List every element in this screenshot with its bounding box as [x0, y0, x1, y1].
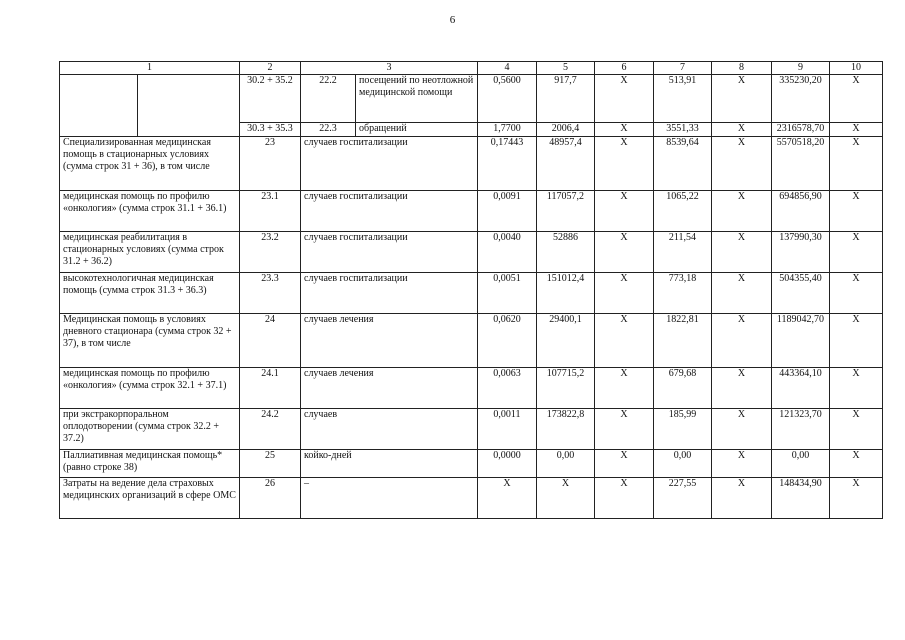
row-col4: 0,0091: [478, 191, 537, 232]
row-col9: 443364,10: [772, 368, 830, 409]
row-name: при экстракорпоральном оплодотворении (сумма строк 32.2 + 37.2): [60, 409, 240, 450]
table-row: [60, 137, 883, 191]
row-col7: 1065,22: [654, 191, 712, 232]
header-cell-3: 3: [301, 62, 478, 75]
row-unit: посещений по неотложной медицинской помощи: [356, 75, 478, 123]
row-col4: 0,17443: [478, 137, 537, 191]
header-row: [60, 62, 883, 75]
row-col5: 48957,4: [537, 137, 595, 191]
row-name: Паллиативная медицинская помощь* (равно строке 38): [60, 450, 240, 478]
header-cell-4: 4: [478, 62, 537, 75]
row-col9: 2316578,70: [772, 123, 830, 137]
row-col5: 2006,4: [537, 123, 595, 137]
row-col10: X: [830, 137, 883, 191]
row-code: 30.2 + 35.2: [240, 75, 301, 123]
row-col10: X: [830, 75, 883, 123]
row-col4: 1,7700: [478, 123, 537, 137]
row-code: 23.1: [240, 191, 301, 232]
row-col8: X: [712, 478, 772, 519]
row-col9: 694856,90: [772, 191, 830, 232]
row-code: 23.3: [240, 273, 301, 314]
row-col10: X: [830, 409, 883, 450]
row-col4: 0,0000: [478, 450, 537, 478]
table-row: [60, 232, 883, 273]
row-col4: X: [478, 478, 537, 519]
row-col4: 0,0051: [478, 273, 537, 314]
header-cell-6: 6: [595, 62, 654, 75]
row-unit: случаев: [301, 409, 478, 450]
row-code: 30.3 + 35.3: [240, 123, 301, 137]
row-name: медицинская помощь по профилю «онкология» (сумма строк 31.1 + 36.1): [60, 191, 240, 232]
row-col8: X: [712, 314, 772, 368]
row-col7: 3551,33: [654, 123, 712, 137]
row-unit: случаев лечения: [301, 368, 478, 409]
row-col8: X: [712, 273, 772, 314]
row-code: 23: [240, 137, 301, 191]
empty-cell: [138, 75, 240, 137]
row-name: Медицинская помощь в условиях дневного стационара (сумма строк 32 + 37), в том числе: [60, 314, 240, 368]
row-unit: –: [301, 478, 478, 519]
row-code: 24.2: [240, 409, 301, 450]
table-row: [60, 314, 883, 368]
row-col5: 117057,2: [537, 191, 595, 232]
row-unit: койко-дней: [301, 450, 478, 478]
page-number: 6: [449, 14, 456, 26]
row-col8: X: [712, 123, 772, 137]
row-col6: X: [595, 137, 654, 191]
row-col10: X: [830, 450, 883, 478]
row-col10: X: [830, 314, 883, 368]
row-col10: X: [830, 123, 883, 137]
row-col8: X: [712, 191, 772, 232]
row-col6: X: [595, 191, 654, 232]
row-col7: 211,54: [654, 232, 712, 273]
row-col8: X: [712, 75, 772, 123]
row-col6: X: [595, 123, 654, 137]
row-col10: X: [830, 368, 883, 409]
header-cell-10: 10: [830, 62, 883, 75]
row-subcode: 22.2: [301, 75, 356, 123]
row-col5: 107715,2: [537, 368, 595, 409]
row-col9: 335230,20: [772, 75, 830, 123]
row-col7: 8539,64: [654, 137, 712, 191]
row-name: высокотехнологичная медицинская помощь (сумма строк 31.3 + 36.3): [60, 273, 240, 314]
row-unit: случаев госпитализации: [301, 137, 478, 191]
row-unit: обращений: [356, 123, 478, 137]
row-col6: X: [595, 478, 654, 519]
header-cell-7: 7: [654, 62, 712, 75]
row-col6: X: [595, 314, 654, 368]
row-col4: 0,0040: [478, 232, 537, 273]
row-col7: 185,99: [654, 409, 712, 450]
row-code: 24: [240, 314, 301, 368]
row-col6: X: [595, 232, 654, 273]
row-col7: 773,18: [654, 273, 712, 314]
header-cell-2: 2: [240, 62, 301, 75]
row-code: 26: [240, 478, 301, 519]
header-cell-9: 9: [772, 62, 830, 75]
row-col9: 148434,90: [772, 478, 830, 519]
header-cell-1: 1: [60, 62, 240, 75]
row-col5: 173822,8: [537, 409, 595, 450]
row-col9: 121323,70: [772, 409, 830, 450]
row-col9: 5570518,20: [772, 137, 830, 191]
row-col8: X: [712, 450, 772, 478]
row-code: 23.2: [240, 232, 301, 273]
row-col7: 513,91: [654, 75, 712, 123]
row-unit: случаев госпитализации: [301, 273, 478, 314]
row-col6: X: [595, 75, 654, 123]
row-col7: 0,00: [654, 450, 712, 478]
row-col4: 0,0011: [478, 409, 537, 450]
row-col7: 227,55: [654, 478, 712, 519]
row-name: медицинская реабилитация в стационарных условиях (сумма строк 31.2 + 36.2): [60, 232, 240, 273]
row-col6: X: [595, 273, 654, 314]
row-col9: 137990,30: [772, 232, 830, 273]
table-row: [60, 450, 883, 478]
table-row: [60, 191, 883, 232]
row-col9: 1189042,70: [772, 314, 830, 368]
row-col8: X: [712, 368, 772, 409]
row-col8: X: [712, 409, 772, 450]
row-col7: 679,68: [654, 368, 712, 409]
row-col10: X: [830, 273, 883, 314]
row-col9: 504355,40: [772, 273, 830, 314]
row-col5: 0,00: [537, 450, 595, 478]
row-col10: X: [830, 478, 883, 519]
row-subcode: 22.3: [301, 123, 356, 137]
row-col6: X: [595, 450, 654, 478]
row-col4: 0,0063: [478, 368, 537, 409]
row-unit: случаев госпитализации: [301, 191, 478, 232]
table-row: [60, 409, 883, 450]
row-col4: 0,5600: [478, 75, 537, 123]
table-row: [60, 273, 883, 314]
row-code: 24.1: [240, 368, 301, 409]
table-row: [60, 75, 883, 123]
row-col10: X: [830, 232, 883, 273]
row-name: медицинская помощь по профилю «онкология» (сумма строк 32.1 + 37.1): [60, 368, 240, 409]
row-col4: 0,0620: [478, 314, 537, 368]
empty-cell: [60, 75, 138, 137]
row-col8: X: [712, 137, 772, 191]
table-row: [60, 478, 883, 519]
row-col7: 1822,81: [654, 314, 712, 368]
row-col10: X: [830, 191, 883, 232]
header-cell-8: 8: [712, 62, 772, 75]
row-col5: 52886: [537, 232, 595, 273]
row-col6: X: [595, 409, 654, 450]
row-col9: 0,00: [772, 450, 830, 478]
row-unit: случаев лечения: [301, 314, 478, 368]
row-col8: X: [712, 232, 772, 273]
row-col5: 917,7: [537, 75, 595, 123]
row-unit: случаев госпитализации: [301, 232, 478, 273]
data-table: [59, 61, 883, 519]
row-col5: 29400,1: [537, 314, 595, 368]
row-name: Затраты на ведение дела страховых медицинских организаций в сфере ОМС: [60, 478, 240, 519]
table-row: [60, 368, 883, 409]
row-col5: 151012,4: [537, 273, 595, 314]
row-col5: X: [537, 478, 595, 519]
row-name: Специализированная медицинская помощь в стационарных условиях (сумма строк 31 + 36), в том числе: [60, 137, 240, 191]
header-cell-5: 5: [537, 62, 595, 75]
row-col6: X: [595, 368, 654, 409]
row-code: 25: [240, 450, 301, 478]
